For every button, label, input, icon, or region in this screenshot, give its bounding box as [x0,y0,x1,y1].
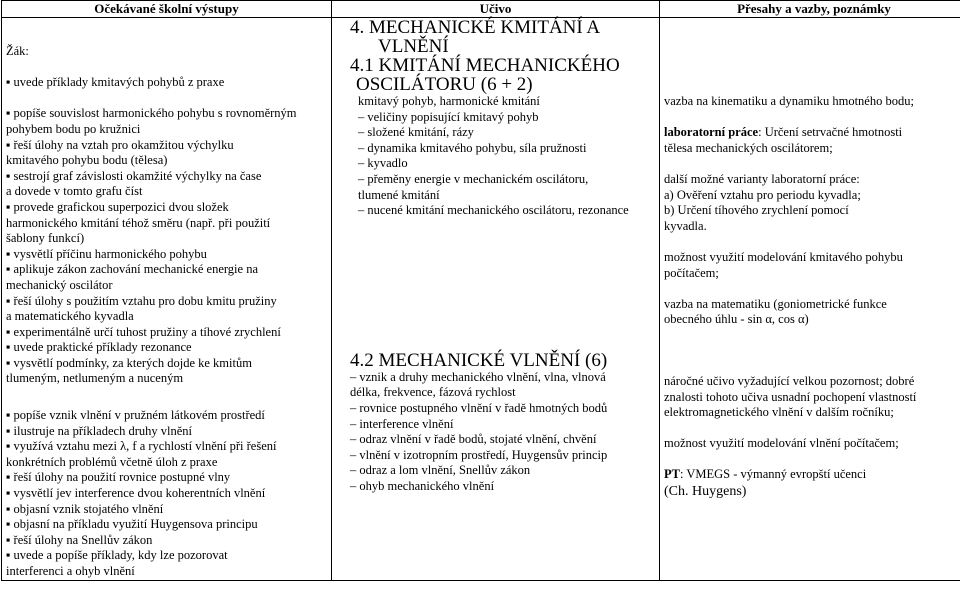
section-title-41-2: OSCILÁTORU (6 + 2) [356,74,533,95]
content-line: – nucené kmitání mechanického oscilátoru, rezonance [358,203,629,218]
output-line: a matematického kyvadla [6,309,134,324]
outputs-list-oscillation [6,75,327,387]
content-list-waves [350,370,655,495]
section-title-41: 4.1 KMITÁNÍ MECHANICKÉHO [350,55,620,76]
note-huygens: (Ch. Huygens) [664,484,747,500]
output-line: ▪ řeší úlohy s použitím vztahu pro dobu kmitu pružiny [6,293,277,308]
output-line: ▪ vysvětlí podmínky, za kterých dojde ke kmitům [6,355,252,370]
content-line: – přeměny energie v mechanickém oscilátoru, [358,171,589,186]
content-line: – vlnění v izotropním prostředí, Huygensův princip [350,447,608,462]
output-line: kmitavého pohybu bodu (tělesa) [6,153,168,168]
output-line: ▪ řeší úlohy na použití rovnice postupné vlny [6,470,231,485]
output-line: ▪ sestrojí graf závislosti okamžité výchylky na čase [6,168,262,183]
content-line: – rovnice postupného vlnění v řadě hmotných bodů [350,400,608,415]
output-line: konkrétních problémů včetně úloh z praxe [6,454,218,469]
output-line: ▪ experimentálně určí tuhost pružiny a tíhové zrychlení [6,324,281,339]
output-line: ▪ objasní na příkladu využití Huygensova principu [6,517,258,532]
output-line: ▪ objasní vznik stojatého vlnění [6,501,164,516]
pupil-label: Žák: [6,44,29,58]
header-row [2,1,960,18]
content-line: – vznik a druhy mechanického vlnění, vlna, vlnová [350,369,606,384]
note-pt: PT: VMEGS - výmanný evropští učenci [664,467,867,482]
header-outputs: Očekávané školní výstupy [2,1,332,18]
output-line: šablony funkcí) [6,231,85,246]
chapter-title-2: VLNĚNÍ [378,36,449,57]
chapter-title: 4. MECHANICKÉ KMITÁNÍ A [350,17,601,38]
output-line: harmonického kmitání téhož směru (např. při použití [6,215,271,230]
header-links: Přesahy a vazby, poznámky [660,1,960,18]
note-wave-modeling: možnost využití modelování vlnění počítačem; [664,436,899,451]
output-line: pohybem bodu po kružnici [6,121,141,136]
note-modeling: možnost využití modelování kmitavého pohybu [664,249,903,264]
note-math: vazba na matematiku (goniometrické funkce [664,296,887,311]
body-row [2,18,960,581]
content-line: – kyvadlo [358,156,408,171]
section-title-42: 4.2 MECHANICKÉ VLNĚNÍ (6) [350,349,608,371]
output-line: tlumeným, netlumeným a nuceným [6,371,184,386]
output-line: ▪ popíše vznik vlnění v pružném látkovém prostředí [6,408,265,423]
content-cell [332,18,660,581]
note-difficult-3: elektromagnetického vlnění v dalším ročníku; [664,405,894,420]
note-variants: další možné varianty laboratorní práce: [664,171,860,186]
curriculum-table [1,0,960,581]
content-list-oscillation [358,94,655,219]
output-line: ▪ provede grafickou superpozici dvou složek [6,199,229,214]
note-variant-b: b) Určení tíhového zrychlení pomocí [664,203,849,218]
content-line: – složené kmitání, rázy [358,125,474,140]
content-line: kmitavý pohyb, harmonické kmitání [358,94,540,108]
output-line: interferenci a ohyb vlnění [6,564,135,578]
content-line: tlumené kmitání [358,187,440,202]
output-line: ▪ uvede příklady kmitavých pohybů z praxe [6,75,225,90]
note-modeling-2: počítačem; [664,265,719,280]
content-line: – dynamika kmitavého pohybu, síla pružnosti [358,140,587,155]
output-line: ▪ vysvětlí jev interference dvou koherentních vlnění [6,486,266,501]
output-line: ▪ uvede a popíše příklady, kdy lze pozorovat [6,548,228,563]
content-line: – odraz vlnění v řadě bodů, stojaté vlnění, chvění [350,432,597,447]
outputs-cell [2,18,332,581]
content-line: – odraz a lom vlnění, Snellův zákon [350,463,531,478]
note-lab-2: tělesa mechanických oscilátorem; [664,140,833,155]
output-line: ▪ aplikuje zákon zachování mechanické energie na [6,262,258,277]
note-lab: laboratorní práce: Určení setrvačné hmotnosti [664,125,903,140]
output-line [6,91,327,107]
output-line: ▪ vysvětlí příčinu harmonického pohybu [6,246,207,261]
header-content: Učivo [332,1,660,18]
note-variant-b-2: kyvadla. [664,218,707,233]
note-difficult: náročné učivo vyžadující velkou pozornost; dobré [664,373,915,388]
links-cell [660,18,960,581]
content-line: délka, frekvence, fázová rychlost [350,385,516,400]
outputs-list-waves [6,408,327,580]
output-line: ▪ řeší úlohy na vztah pro okamžitou výchylku [6,137,234,152]
content-line: – veličiny popisující kmitavý pohyb [358,109,539,124]
content-line: – ohyb mechanického vlnění [350,478,495,493]
note-kinematics: vazba na kinematiku a dynamiku hmotného bodu; [664,94,914,108]
output-line: ▪ využívá vztahu mezi λ, f a rychlostí vlnění při řešení [6,439,277,454]
note-math-2: obecného úhlu - sin α, cos α) [664,312,809,327]
output-line: ▪ ilustruje na příkladech druhy vlnění [6,423,192,438]
output-line: a dovede v tomto grafu číst [6,184,143,199]
output-line: ▪ popíše souvislost harmonického pohybu s rovnoměrným [6,106,297,121]
content-line: – interference vlnění [350,416,454,431]
note-difficult-2: znalosti tohoto učiva usnadní pochopení vlastností [664,389,917,404]
output-line: ▪ uvede praktické příklady rezonance [6,340,192,355]
output-line: ▪ řeší úlohy na Snellův zákon [6,532,153,547]
output-line: mechanický oscilátor [6,277,113,292]
note-variant-a: a) Ověření vztahu pro periodu kyvadla; [664,187,861,202]
